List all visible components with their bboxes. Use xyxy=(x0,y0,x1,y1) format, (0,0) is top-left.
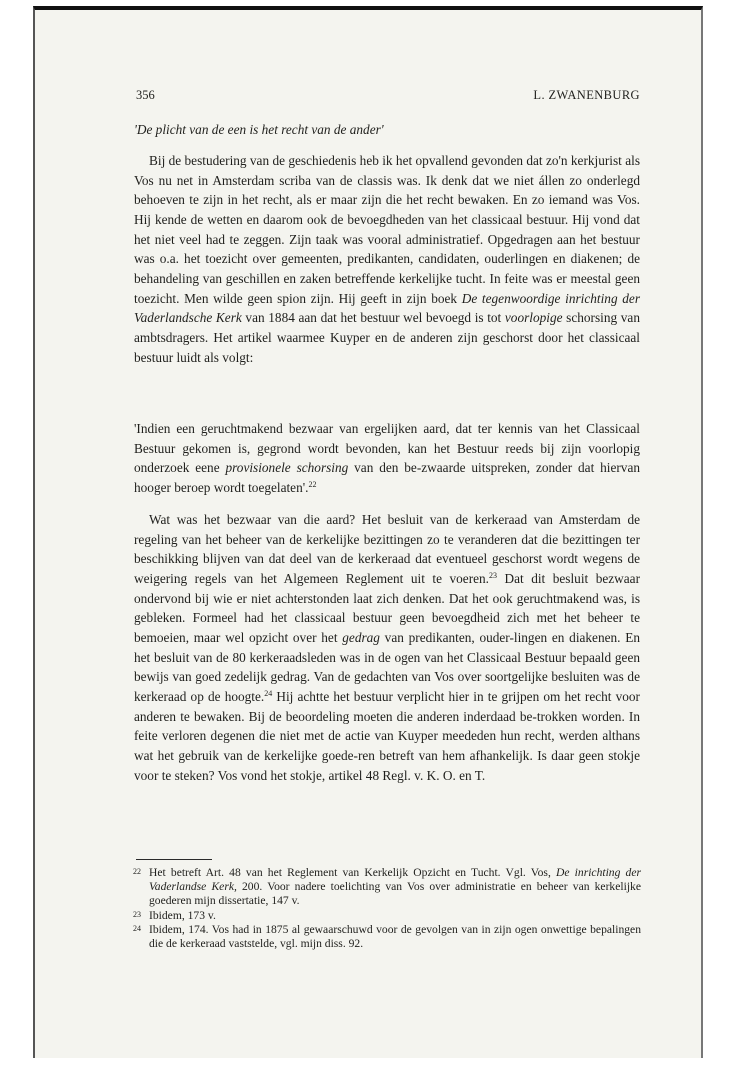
footnote-number: 22 xyxy=(133,867,141,876)
footnote-23 xyxy=(133,909,641,923)
text-run: 'Indien een geruchtmakend bezwaar van ergelijken aard, dat ter kennis van het Classicaal Bestuur gekomen is, gegrond wordt bevonden, kan het Bestuur reeds bij zijn voorlopig onderzoek eene xyxy=(134,421,640,476)
running-head-author: L. ZWANENBURG xyxy=(533,88,640,102)
text-run: Bij de bestudering van de geschiedenis heb ik het opvallend gevonden dat zo'n kerkjurist als Vos nu net in Amsterdam scriba van de classis was. Ik denk dat we niet állen zo onderlegd behoeven te zijn in het recht, als er maar zijn die het recht bewaken. En zo iemand was Vos. Hij kende de wetten en daarom ook de bevoegdheden van het classicaal bestuur. Hij vond dat het niet veel had te zeggen. Zijn taak was vooral administratief. Opgedragen aan het bestuur was o.a. het toezicht over gemeenten, predikanten, candidaten, ouderlingen en diakenen; de behandeling van geschillen en zaken betreffende kerkelijke tucht. In feite was er meestal geen toezicht. Men wilde geen spion zijn. Hij geeft in zijn boek xyxy=(134,153,640,306)
footnote-text: Het betreft Art. 48 van het Reglement van Kerkelijk Opzicht en Tucht. Vgl. Vos, xyxy=(149,866,556,879)
book-title: De tegenwoordige inrichting der Vaderlandsche Kerk xyxy=(134,290,640,326)
footnote-reference: 23 xyxy=(489,570,498,580)
footnote-text: Ibidem, 174. Vos had in 1875 al gewaarschuwd voor de gevolgen van in zijn ogen onwettige bepalingen die de kerkeraad vaststelde, vgl. mijn diss. 92. xyxy=(149,922,641,951)
section-heading: 'De plicht van de een is het recht van de ander' xyxy=(134,122,384,137)
footnote-number: 23 xyxy=(133,909,141,919)
body-paragraph-3 xyxy=(134,510,640,785)
text-run: van 1884 aan dat het bestuur wel bevoegd is tot xyxy=(241,310,505,326)
footnote-reference: 24 xyxy=(264,688,273,698)
page-number: 356 xyxy=(136,88,155,102)
book-title: De inrichting der Vaderlandse Kerk, xyxy=(149,866,642,894)
body-paragraph-1 xyxy=(134,151,640,367)
page-header xyxy=(136,88,640,104)
footnote-divider xyxy=(136,859,212,860)
footnote-text: 200. Voor nadere toelichting van Vos over administratie en beheer van kerkelijke goederen mijn dissertatie, 147 v. xyxy=(149,880,641,908)
footnotes xyxy=(133,866,641,951)
block-quote xyxy=(134,419,640,498)
text-run: van den be-zwaarde uitspreken, zonder dat hiervan hooger beroep wordt toegelaten'. xyxy=(134,460,641,495)
footnote-number: 24 xyxy=(133,923,141,933)
text-run: Hij achtte het bestuur verplicht hier in te grijpen om het recht voor anderen te bewaken. Bij de beoordeling moeten die anderen inderdaad be-trokken worden. In feite verloren degenen die niet met de actie van Kuyper meededen hun recht, werden althans wat het gebruik van de kerkelijke goede-ren betreft van hem afhankelijk. Is daar geen stokje voor te steken? Vos vond het stokje, artikel 48 Regl. v. K. O. en T. xyxy=(134,688,640,783)
footnote-text: Ibidem, 173 v. xyxy=(149,908,216,922)
footnote-24 xyxy=(133,923,641,951)
text-run: Wat was het bezwaar van die aard? Het besluit van de kerkeraad van Amsterdam de regeling van het beheer van de kerkelijke bezittingen zo te veranderen dat die bezittingen ter beschikking blijven van dat deel van de kerkeraad dat eventueel geschorst wordt wegens de weigering regels van het Algemeen Reglement uit te voeren. xyxy=(134,512,640,586)
footnote-22 xyxy=(133,866,641,909)
text-run: schorsing van ambtsdragers. Het artikel waarmee Kuyper en de anderen zijn geschorst door het classicaal bestuur luidt als volgt: xyxy=(134,310,640,365)
text-run: van predikanten, ouder-lingen en diakenen. En het besluit van de 80 kerkeraadsleden was in de ogen van het Classicaal Bestuur bepaald geen bewijs van goed zedelijk gedrag. Van de gedachten van Vos over soortgelijke besluiten was de kerkeraad op de hoogte. xyxy=(134,629,640,704)
emphasis: provisionele schorsing xyxy=(225,460,349,476)
emphasis: gedrag xyxy=(342,629,380,645)
text-run: Dat dit besluit bezwaar ondervond bij wie er niet achterstonden laat zich denken. Dat het ook geruchtmakend was, is gebleken. Formeel had het classicaal bestuur geen bevoegdheid zich met het beheer te bemoeien, maar wel opzicht over het xyxy=(134,570,640,645)
emphasis: voorlopige xyxy=(504,310,563,326)
footnote-reference: 22 xyxy=(308,479,317,489)
